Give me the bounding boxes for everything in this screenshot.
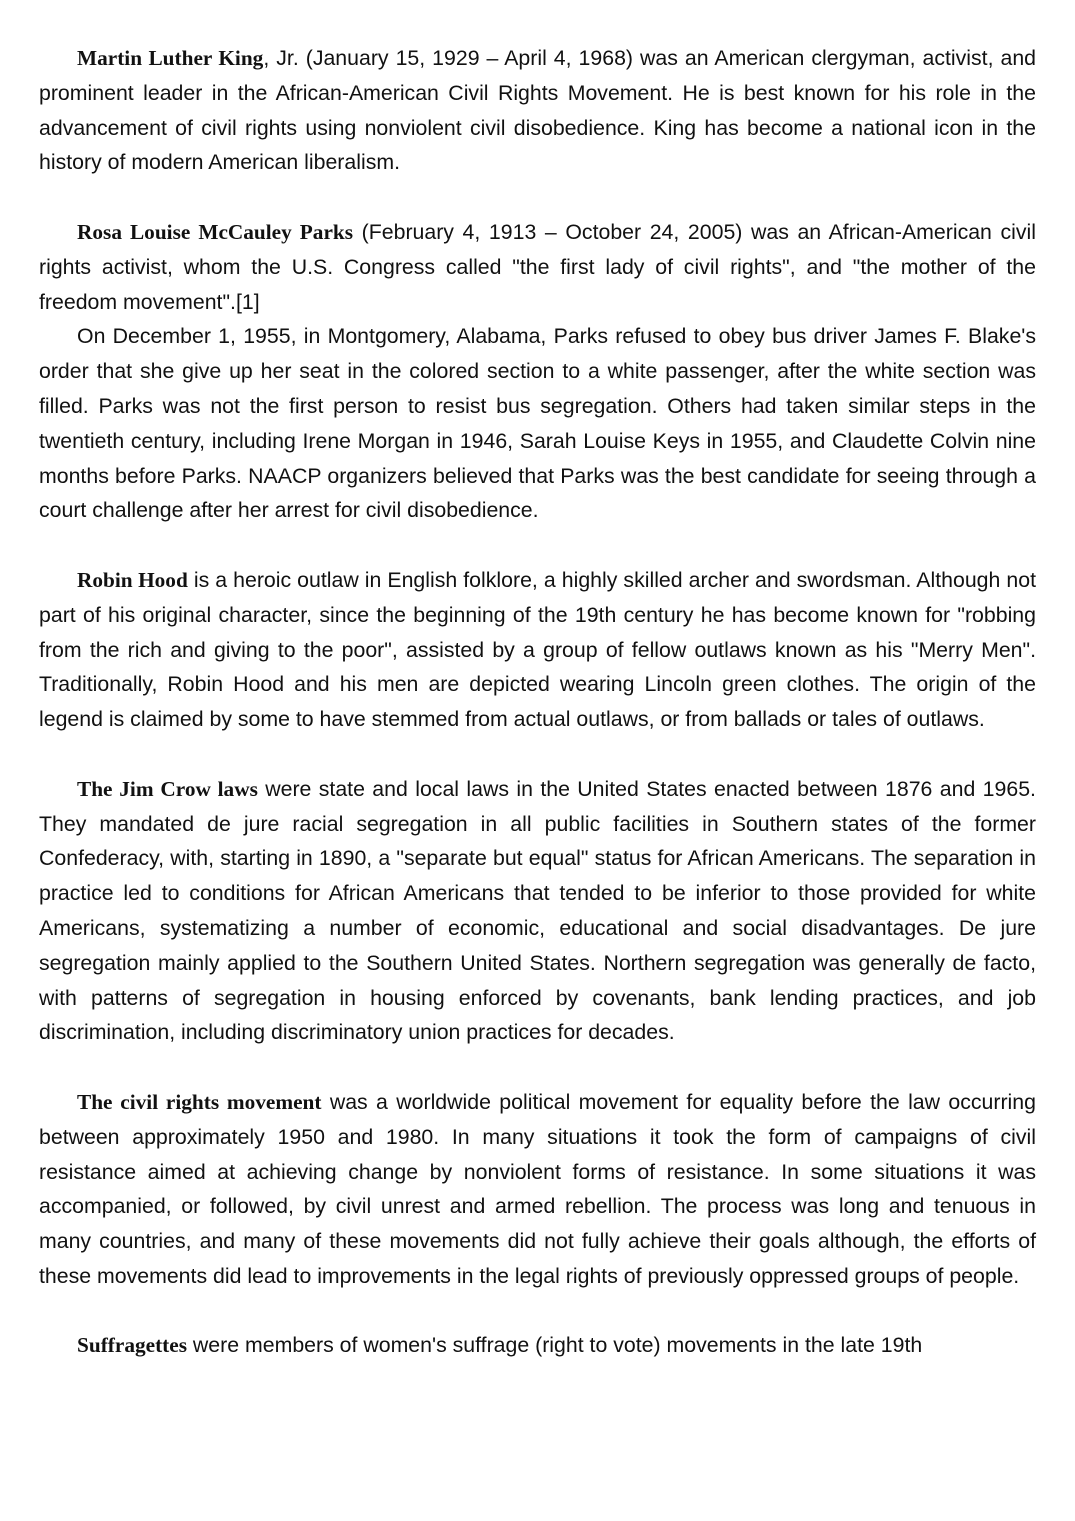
entry-term: The Jim Crow laws	[77, 776, 258, 801]
entry-text: were members of women's suffrage (right to vote) movements in the late 19th	[187, 1333, 923, 1358]
paragraph-gap	[39, 180, 1036, 215]
paragraph-gap	[39, 528, 1036, 563]
document-page	[39, 41, 1036, 1363]
paragraph-gap	[39, 1050, 1036, 1085]
entry-term: Martin Luther King	[77, 46, 264, 70]
entry-martin-luther-king	[39, 41, 1036, 180]
entry-term: Suffragettes	[77, 1333, 187, 1358]
entry-civil-rights-movement	[39, 1085, 1036, 1294]
entry-term: The civil rights movement	[77, 1089, 322, 1114]
entry-robin-hood	[39, 563, 1036, 737]
paragraph-gap	[39, 737, 1036, 772]
entry-suffragettes	[39, 1328, 1036, 1363]
paragraph-gap	[39, 1294, 1036, 1329]
entry-text: (February 4, 1913 – October 24, 2005) was an African-American civil rights activist, whom the U.S. Congress called "the first lady of civil rights", and "the mother of the freedom movement".[1]	[39, 219, 1036, 314]
entry-term: Robin Hood	[77, 567, 188, 592]
entry-text: was a worldwide political movement for equality before the law occurring between approximately 1950 and 1980. In many situations it took the form of campaigns of civil resistance aimed at achieving change by nonviolent forms of resistance. In some situations it was accompanied, or followed, by civil unrest and armed rebellion. The process was long and tenuous in many countries, and many of these movements did not fully achieve their goals although, the efforts of these movements did lead to improvements in the legal rights of previously oppressed groups of people.	[39, 1089, 1036, 1288]
entry-jim-crow-laws	[39, 772, 1036, 1050]
entry-text: is a heroic outlaw in English folklore, a highly skilled archer and swordsman. Although not part of his original character, since the beginning of the 19th century he has become known for "robbing from the rich and giving to the poor", assisted by a group of fellow outlaws known as his "Merry Men". Traditionally, Robin Hood and his men are depicted wearing Lincoln green clothes. The origin of the legend is claimed by some to have stemmed from actual outlaws, or from ballads or tales of outlaws.	[39, 567, 1036, 732]
entry-term: Rosa Louise McCauley Parks	[77, 219, 354, 244]
entry-rosa-parks-continuation: On December 1, 1955, in Montgomery, Alabama, Parks refused to obey bus driver James F. Blake's order that she give up her seat in the colored section to a white passenger, after the white section was filled. Parks was not the first person to resist bus segregation. Others had taken similar steps in the twentieth century, including Irene Morgan in 1946, Sarah Louise Keys in 1955, and Claudette Colvin nine months before Parks. NAACP organizers believed that Parks was the best candidate for seeing through a court challenge after her arrest for civil disobedience.	[39, 324, 1036, 523]
entry-text: , Jr. (January 15, 1929 – April 4, 1968) was an American clergyman, activist, and prominent leader in the African-American Civil Rights Movement. He is best known for his role in the advancement of civil rights using nonviolent civil disobedience. King has become a national icon in the history of modern American liberalism.	[39, 46, 1037, 175]
entry-rosa-parks	[39, 215, 1036, 319]
entry-text: were state and local laws in the United States enacted between 1876 and 1965. They mandated de jure racial segregation in all public facilities in Southern states of the former Confederacy, with, starting in 1890, a "separate but equal" status for African Americans. The separation in practice led to conditions for African Americans that tended to be inferior to those provided for white Americans, systematizing a number of economic, educational and social disadvantages. De jure segregation mainly applied to the Southern United States. Northern segregation was generally de facto, with patterns of segregation in housing enforced by covenants, bank lending practices, and job discrimination, including discriminatory union practices for decades.	[39, 776, 1036, 1045]
